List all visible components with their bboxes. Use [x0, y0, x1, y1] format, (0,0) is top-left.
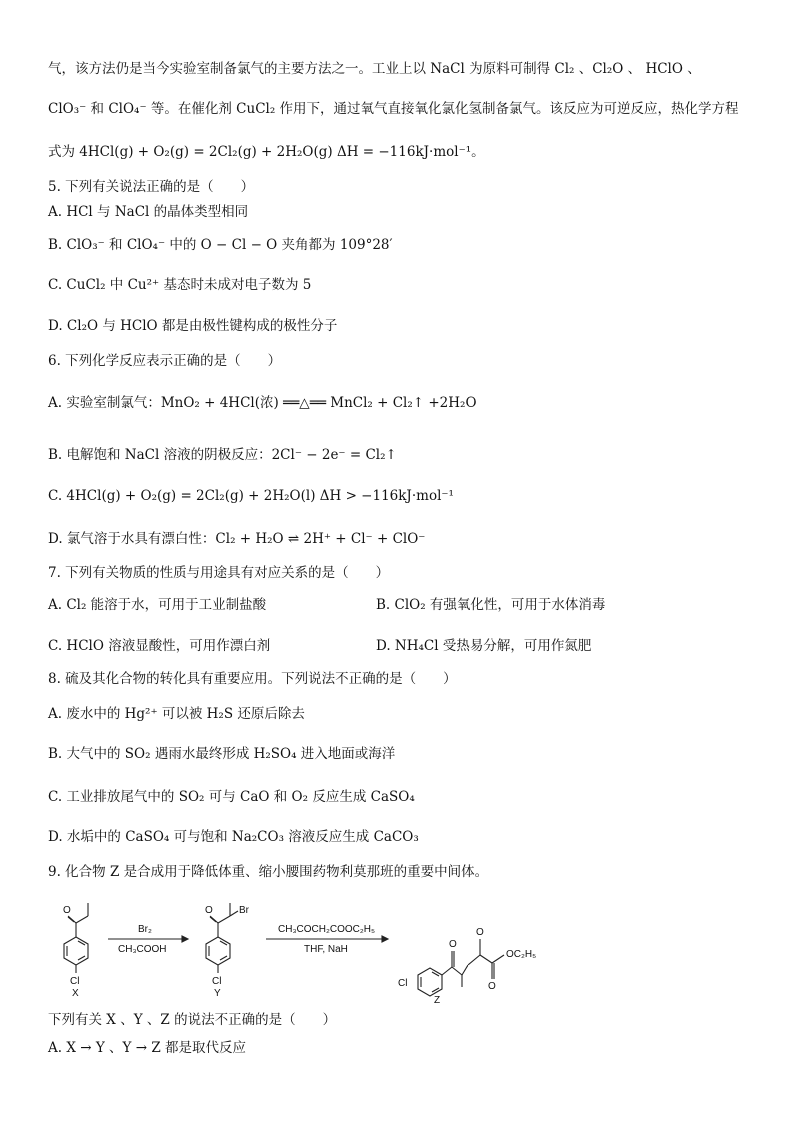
x-atom-cl: Cl	[70, 976, 80, 987]
y-atom-cl: Cl	[212, 976, 222, 987]
q9-stem: 9. 化合物 Z 是合成用于降低体重、缩小腰围药物利莫那班的重要中间体。	[48, 864, 489, 880]
q5-option-b: B. ClO₃⁻ 和 ClO₄⁻ 中的 O − Cl − O 夹角都为 109°28′	[48, 237, 393, 253]
q6-stem: 6. 下列化学反应表示正确的是（ ）	[48, 353, 282, 369]
intro-line-1: 气，该方法仍是当今实验室制备氯气的主要方法之一。工业上以 NaCl 为原料可制得 Cl₂ 、Cl₂O 、 HClO 、	[48, 61, 701, 77]
z-ester-group: OC₂H₅	[506, 949, 537, 960]
q7-row-1	[48, 596, 758, 614]
q6-option-c: C. 4HCl(g) + O₂(g) = 2Cl₂(g) + 2H₂O(l) ΔH > −116kJ·mol⁻¹	[48, 488, 454, 504]
intro-line-2: ClO₃⁻ 和 ClO₄⁻ 等。在催化剂 CuCl₂ 作用下，通过氧气直接氧化氯化氢制备氯气。该反应为可逆反应，热化学方程	[48, 101, 739, 117]
q5-option-d: D. Cl₂O 与 HClO 都是由极性键构成的极性分子	[48, 318, 338, 334]
q7-option-c: C. HClO 溶液显酸性，可用作漂白剂	[48, 638, 271, 654]
y-atom-o: O	[205, 905, 213, 916]
label-y: Y	[214, 988, 221, 999]
q5-stem: 5. 下列有关说法正确的是（ ）	[48, 179, 255, 195]
reagent-2-bottom: THF, NaH	[304, 944, 348, 955]
q6-option-d: D. 氯气溶于水具有漂白性：Cl₂ + H₂O ⇌ 2H⁺ + Cl⁻ + ClO⁻	[48, 531, 426, 547]
z-atom-o-ester: O	[488, 981, 496, 992]
reaction-scheme	[48, 889, 468, 1005]
label-x: X	[72, 988, 79, 999]
q7-stem: 7. 下列有关物质的性质与用途具有对应关系的是（ ）	[48, 565, 390, 581]
label-z: Z	[434, 995, 441, 1005]
intro-line-3: 式为 4HCl(g) + O₂(g) = 2Cl₂(g) + 2H₂O(g) ΔH = −116kJ·mol⁻¹。	[48, 144, 485, 160]
q7-option-a: A. Cl₂ 能溶于水，可用于工业制盐酸	[48, 597, 267, 613]
reagent-2-top: CH₃COCH₂COOC₂H₅	[278, 924, 375, 935]
z-atom-o: O	[449, 939, 457, 950]
q5-option-c: C. CuCl₂ 中 Cu²⁺ 基态时未成对电子数为 5	[48, 277, 312, 293]
q8-stem: 8. 硫及其化合物的转化具有重要应用。下列说法不正确的是（ ）	[48, 671, 457, 687]
q6-option-a: A. 实验室制氯气：MnO₂ + 4HCl(浓) ══△══ MnCl₂ + Cl₂↑ +2H₂O	[48, 395, 477, 411]
q8-option-a: A. 废水中的 Hg²⁺ 可以被 H₂S 还原后除去	[48, 706, 305, 722]
q7-row-2	[48, 637, 758, 655]
q5-option-a: A. HCl 与 NaCl 的晶体类型相同	[48, 204, 249, 220]
q9-option-a: A. X → Y 、Y → Z 都是取代反应	[48, 1040, 247, 1056]
compound-z-ester-part	[468, 889, 608, 1005]
y-atom-br: Br	[239, 905, 249, 916]
z-atom-o-ketone: O	[476, 927, 484, 938]
q8-option-b: B. 大气中的 SO₂ 遇雨水最终形成 H₂SO₄ 进入地面或海洋	[48, 746, 396, 762]
compound-z-structure	[418, 951, 468, 996]
q7-option-d: D. NH₄Cl 受热易分解，可用作氮肥	[376, 638, 592, 654]
z-atom-cl: Cl	[398, 978, 408, 989]
x-atom-o: O	[63, 905, 71, 916]
q8-option-d: D. 水垢中的 CaSO₄ 可与饱和 Na₂CO₃ 溶液反应生成 CaCO₃	[48, 829, 419, 845]
reagent-1-bottom: CH₃COOH	[118, 944, 167, 955]
q8-option-c: C. 工业排放尾气中的 SO₂ 可与 CaO 和 O₂ 反应生成 CaSO₄	[48, 789, 415, 805]
reagent-1-top: Br₂	[138, 924, 152, 935]
q6-option-b: B. 电解饱和 NaCl 溶液的阴极反应：2Cl⁻ − 2e⁻ = Cl₂↑	[48, 447, 397, 463]
q7-option-b: B. ClO₂ 有强氧化性，可用于水体消毒	[376, 597, 606, 613]
q9-question: 下列有关 X 、Y 、Z 的说法不正确的是（ ）	[48, 1012, 337, 1028]
